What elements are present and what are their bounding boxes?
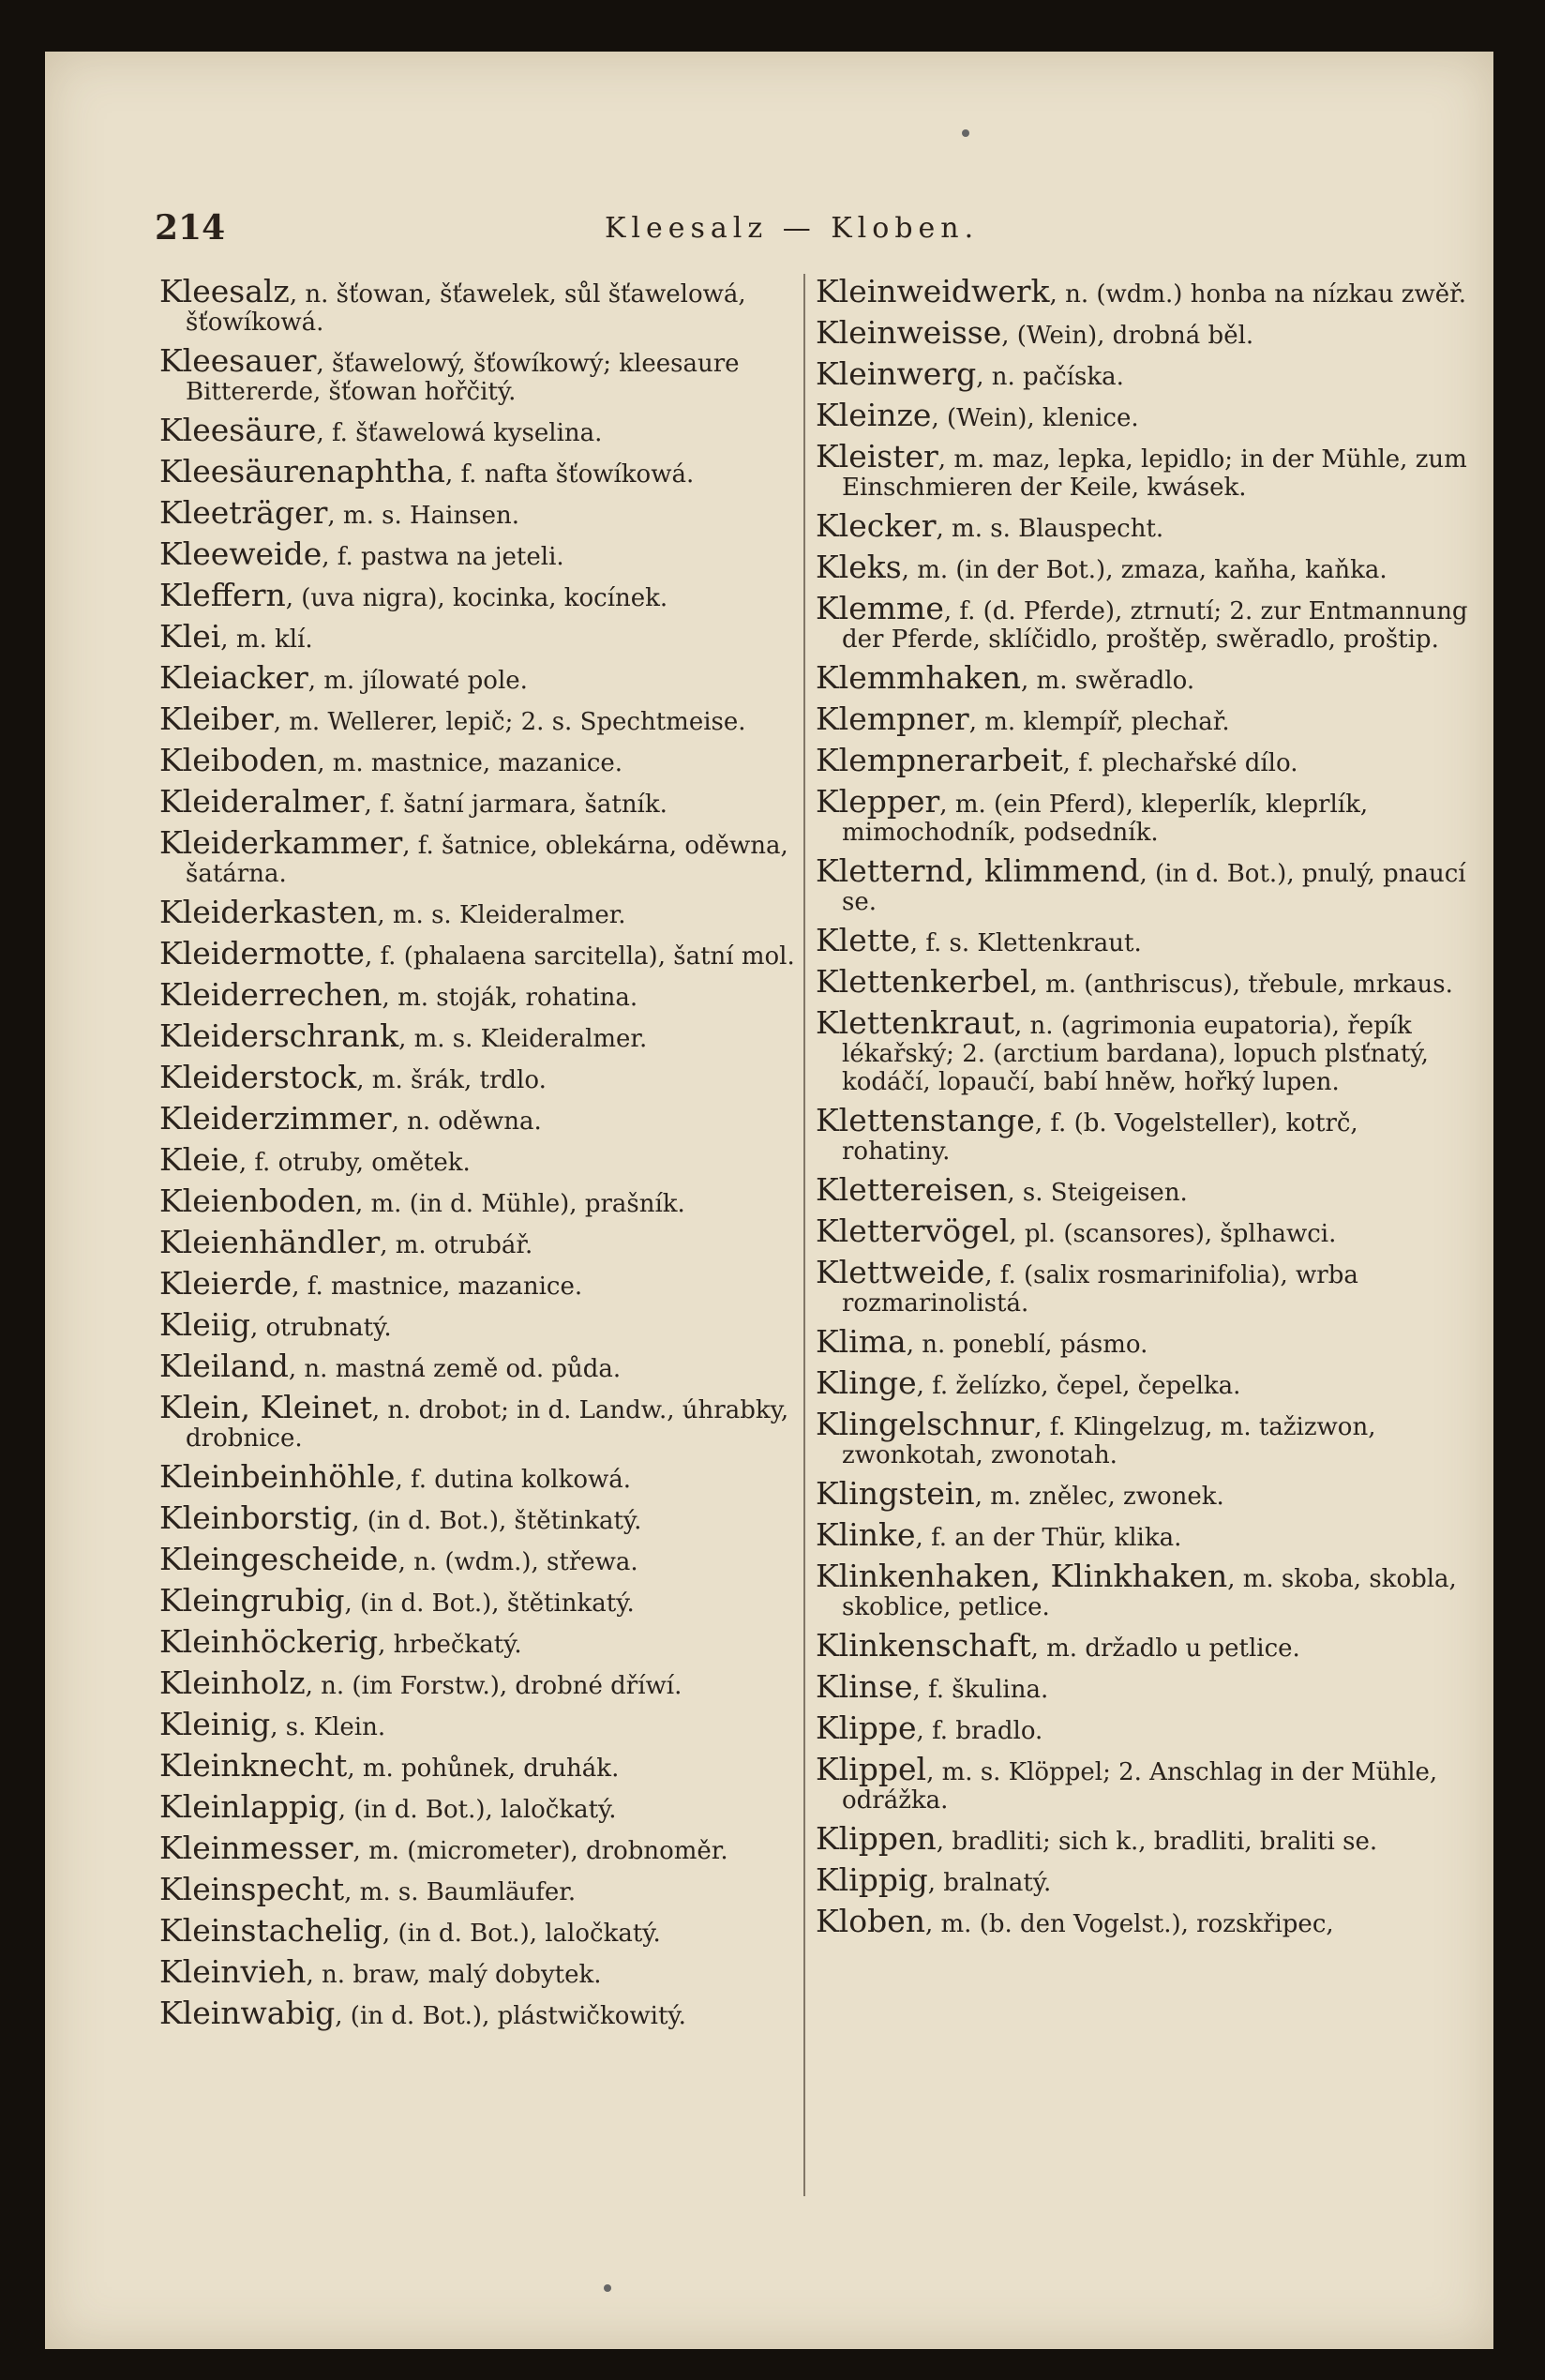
- dictionary-entry: [159, 1912, 797, 1949]
- entry-headword: Kleideralmer: [159, 783, 365, 820]
- dictionary-entry: [159, 1995, 797, 2031]
- entry-headword: Kleinspecht: [159, 1871, 345, 1907]
- dictionary-entry: [159, 1623, 797, 1660]
- dictionary-entry: [816, 438, 1472, 502]
- dictionary-entry: [816, 1364, 1472, 1401]
- entry-headword: Kleister: [816, 438, 938, 474]
- entry-definition: , f. šťawelowá kyselina.: [316, 419, 603, 447]
- dictionary-entry: [816, 700, 1472, 737]
- dictionary-entry: [159, 1141, 797, 1178]
- entry-definition: , n. poneblí, pásmo.: [906, 1331, 1148, 1359]
- entry-definition: , f. šatnice, oblekárna, oděwna, šatárna.: [186, 832, 788, 888]
- entry-headword: Kleesäurenaphtha: [159, 453, 445, 490]
- entry-definition: , n. (agrimonia eupatoria), řepík lékařský; 2. (arctium bardana), lopuch plsťnatý, kodáčí, lopaučí, babí hněw, hořký lupen.: [842, 1012, 1429, 1096]
- dictionary-entry: [816, 1004, 1472, 1096]
- entry-definition: , m. s. Kleideralmer.: [398, 1025, 648, 1053]
- entry-definition: , m. pohůnek, druhák.: [347, 1755, 620, 1783]
- dictionary-entry: [159, 1706, 797, 1742]
- entry-headword: Klippig: [816, 1861, 928, 1898]
- entry-headword: Kleesalz: [159, 273, 290, 309]
- entry-headword: Kleinhöckerig: [159, 1623, 379, 1660]
- dictionary-entry: [159, 342, 797, 406]
- entry-definition: , f. (salix rosmarinifolia), wrba rozmarinolistá.: [842, 1261, 1358, 1318]
- entry-headword: Klein, Kleinet: [159, 1389, 372, 1425]
- dictionary-entry: [159, 1306, 797, 1343]
- entry-definition: , f. (d. Pferde), ztrnutí; 2. zur Entmannung der Pferde, sklíčidlo, proštěp, swěradlo, proštip.: [842, 597, 1468, 654]
- dictionary-entry: [816, 1213, 1472, 1249]
- entry-definition: , bralnatý.: [927, 1869, 1052, 1897]
- dictionary-entry: [816, 397, 1472, 433]
- entry-definition: , m. stoják, rohatina.: [382, 984, 638, 1012]
- dictionary-entry: [159, 1458, 797, 1495]
- entry-definition: , f. (phalaena sarcitella), šatní mol.: [364, 942, 795, 971]
- dictionary-entry: [816, 1710, 1472, 1746]
- entry-definition: , m. otrubář.: [380, 1231, 533, 1259]
- entry-headword: Kleeträger: [159, 494, 328, 531]
- dictionary-entry: [816, 1558, 1472, 1621]
- entry-headword: Klettenkerbel: [816, 963, 1030, 1000]
- dictionary-entry: [816, 963, 1472, 1000]
- entry-definition: , m. s. Kleideralmer.: [377, 901, 626, 929]
- dictionary-entry: [816, 1254, 1472, 1318]
- entry-definition: , f. an der Thür, klika.: [915, 1524, 1182, 1552]
- dictionary-entry: [159, 494, 797, 531]
- dictionary-entry: [816, 1668, 1472, 1705]
- entry-headword: Kleeweide: [159, 535, 322, 572]
- entry-definition: , pl. (scansores), šplhawci.: [1009, 1220, 1337, 1248]
- dictionary-entry: [159, 412, 797, 448]
- entry-headword: Kleiderkammer: [159, 824, 403, 861]
- entry-headword: Kleesäure: [159, 412, 317, 448]
- entry-headword: Kleienhändler: [159, 1224, 381, 1260]
- entry-headword: Klinkenschaft: [816, 1627, 1031, 1664]
- entry-headword: Kleiboden: [159, 742, 318, 778]
- entry-definition: , m. (micrometer), drobnoměr.: [352, 1837, 728, 1865]
- entry-headword: Kleks: [816, 549, 902, 585]
- dictionary-entry: [159, 618, 797, 655]
- dictionary-entry: [816, 1820, 1472, 1857]
- entry-headword: Kleiderzimmer: [159, 1100, 392, 1137]
- entry-definition: , f. dutina kolkowá.: [395, 1466, 632, 1494]
- left-column: [159, 273, 797, 2041]
- entry-headword: Klei: [159, 618, 221, 655]
- entry-definition: , m. klempíř, plechař.: [968, 708, 1230, 736]
- entry-definition: , s. Klein.: [270, 1713, 386, 1741]
- entry-headword: Kleiderkasten: [159, 894, 378, 930]
- dictionary-entry: [159, 742, 797, 778]
- entry-headword: Kleinweisse: [816, 314, 1002, 351]
- entry-headword: Kloben: [816, 1903, 925, 1939]
- entry-definition: , n. braw, malý dobytek.: [306, 1961, 602, 1989]
- entry-definition: , f. škulina.: [912, 1676, 1049, 1704]
- entry-headword: Kleierde: [159, 1265, 292, 1302]
- entry-definition: , (in d. Bot.), štětinkatý.: [344, 1589, 635, 1618]
- entry-headword: Kleiland: [159, 1348, 289, 1384]
- entry-headword: Kleffern: [159, 577, 286, 613]
- dictionary-entry: [159, 1788, 797, 1825]
- entry-definition: , m. klí.: [220, 625, 313, 654]
- dictionary-entry: [816, 1323, 1472, 1360]
- entry-headword: Kleingrubig: [159, 1582, 345, 1619]
- entry-headword: Kleinwabig: [159, 1995, 336, 2031]
- entry-headword: Kleinlappig: [159, 1788, 338, 1825]
- entry-definition: , f. pastwa na jeteli.: [322, 543, 564, 571]
- entry-headword: Klinge: [816, 1364, 917, 1401]
- entry-headword: Kleingescheide: [159, 1541, 398, 1577]
- entry-definition: , m. mastnice, mazanice.: [317, 749, 623, 777]
- entry-definition: , m. s. Klöppel; 2. Anschlag in der Mühle, odrážka.: [842, 1758, 1438, 1815]
- dictionary-entry: [816, 1475, 1472, 1512]
- dictionary-entry: [159, 700, 797, 737]
- entry-headword: Kleinze: [816, 397, 932, 433]
- page-header: [155, 208, 1392, 255]
- dictionary-entry: [159, 1348, 797, 1384]
- entry-headword: Klepper: [816, 783, 940, 820]
- dictionary-entry: [159, 1953, 797, 1990]
- entry-headword: Klettereisen: [816, 1171, 1008, 1208]
- entry-definition: , m. šrák, trdlo.: [356, 1066, 547, 1094]
- dictionary-entry: [159, 1100, 797, 1137]
- entry-definition: , n. oděwna.: [391, 1107, 542, 1136]
- entry-definition: , n. mastná země od. půda.: [288, 1355, 622, 1383]
- dictionary-entry: [816, 507, 1472, 544]
- entry-definition: , f. želízko, čepel, čepelka.: [916, 1372, 1241, 1400]
- entry-definition: , (in d. Bot.), štětinkatý.: [352, 1507, 642, 1535]
- entry-headword: Klempner: [816, 700, 969, 737]
- entry-definition: , s. Steigeisen.: [1007, 1179, 1188, 1207]
- entry-definition: , m. maz, lepka, lepidlo; in der Mühle, zum Einschmieren der Keile, kwásek.: [842, 445, 1467, 502]
- dictionary-entry: [816, 742, 1472, 778]
- entry-headword: Kleinwerg: [816, 355, 977, 392]
- dictionary-entry: [159, 1871, 797, 1907]
- dictionary-entry: [816, 1751, 1472, 1815]
- dictionary-entry: [159, 1582, 797, 1619]
- entry-headword: Kleinmesser: [159, 1830, 353, 1866]
- entry-headword: Klima: [816, 1323, 907, 1360]
- entry-headword: Kleiacker: [159, 659, 308, 696]
- entry-headword: Kleinvieh: [159, 1953, 307, 1990]
- entry-definition: , f. bradlo.: [916, 1717, 1043, 1745]
- entry-headword: Kleienboden: [159, 1182, 355, 1219]
- entry-definition: , m. skoba, skobla, skoblice, petlice.: [842, 1565, 1457, 1621]
- entry-headword: Klingstein: [816, 1475, 975, 1512]
- dictionary-entry: [816, 1516, 1472, 1553]
- entry-definition: , m. (in der Bot.), zmaza, kaňha, kaňka.: [901, 556, 1388, 584]
- entry-headword: Klettenkraut: [816, 1004, 1015, 1041]
- entry-definition: , (in d. Bot.), pnulý, pnaucí se.: [842, 860, 1466, 916]
- entry-headword: Klinse: [816, 1668, 913, 1705]
- entry-headword: Kleiderstock: [159, 1059, 357, 1095]
- entry-definition: , f. s. Klettenkraut.: [909, 929, 1142, 957]
- dictionary-entry: [159, 1265, 797, 1302]
- dictionary-entry: [816, 659, 1472, 696]
- dictionary-entry: [159, 1664, 797, 1701]
- entry-definition: , m. znělec, zwonek.: [974, 1483, 1224, 1511]
- dictionary-entry: [816, 549, 1472, 585]
- entry-definition: , f. plechařské dílo.: [1062, 749, 1298, 777]
- dictionary-entry: [816, 1171, 1472, 1208]
- entry-definition: , (in d. Bot.), plástwičkowitý.: [335, 2002, 686, 2030]
- dictionary-entry: [159, 1541, 797, 1577]
- entry-definition: , (uva nigra), kocinka, kocínek.: [285, 584, 668, 612]
- entry-headword: Kleinbeinhöhle: [159, 1458, 396, 1495]
- entry-headword: Klinke: [816, 1516, 916, 1553]
- entry-headword: Klettervögel: [816, 1213, 1010, 1249]
- dictionary-entry: [159, 1059, 797, 1095]
- entry-definition: , m. (b. den Vogelst.), rozskřipec,: [924, 1910, 1334, 1938]
- entry-headword: Klettenstange: [816, 1102, 1035, 1138]
- dictionary-entry: [816, 590, 1472, 654]
- entry-headword: Kleie: [159, 1141, 239, 1178]
- running-head: Kleesalz — Kloben.: [605, 212, 980, 245]
- entry-definition: , (in d. Bot.), laločkatý.: [382, 1920, 661, 1948]
- entry-headword: Kleinholz: [159, 1664, 306, 1701]
- entry-definition: , f. otruby, omětek.: [238, 1149, 471, 1177]
- entry-definition: , n. šťowan, šťawelek, sůl šťawelowá, šťowíkowá.: [186, 280, 746, 337]
- ink-speck: [604, 2284, 611, 2292]
- dictionary-entry: [816, 355, 1472, 392]
- dictionary-entry: [159, 453, 797, 490]
- entry-headword: Klippen: [816, 1820, 937, 1857]
- entry-headword: Kleinborstig: [159, 1499, 352, 1536]
- entry-headword: Klette: [816, 922, 910, 958]
- entry-headword: Kleidermotte: [159, 935, 365, 972]
- entry-definition: , f. (b. Vogelsteller), kotrč, rohatiny.: [842, 1109, 1358, 1166]
- entry-definition: , n. (wdm.) honba na nízkau zwěř.: [1049, 280, 1466, 309]
- dictionary-entry: [159, 535, 797, 572]
- dictionary-entry: [159, 783, 797, 820]
- entry-definition: , šťawelowý, šťowíkowý; kleesaure Bittererde, šťowan hořčitý.: [186, 350, 740, 406]
- dictionary-entry: [159, 1499, 797, 1536]
- dictionary-entry: [159, 1224, 797, 1260]
- entry-definition: , m. swěradlo.: [1021, 667, 1195, 695]
- entry-headword: Kleiderrechen: [159, 976, 382, 1013]
- entry-headword: Klippel: [816, 1751, 927, 1787]
- entry-headword: Kletternd, klimmend: [816, 852, 1140, 889]
- dictionary-entry: [159, 894, 797, 930]
- entry-headword: Kleinig: [159, 1706, 271, 1742]
- entry-definition: , m. s. Hainsen.: [327, 502, 519, 530]
- entry-headword: Klemmhaken: [816, 659, 1022, 696]
- entry-definition: , hrbečkatý.: [378, 1631, 522, 1659]
- entry-definition: , f. mastnice, mazanice.: [292, 1273, 583, 1301]
- page-number: 214: [155, 208, 226, 248]
- entry-definition: , n. drobot; in d. Landw., úhrabky, drobnice.: [186, 1396, 789, 1453]
- entry-definition: , m. držadlo u petlice.: [1030, 1634, 1300, 1663]
- dictionary-entry: [816, 314, 1472, 351]
- dictionary-entry: [816, 1102, 1472, 1166]
- entry-definition: , f. Klingelzug, m. tažizwon, zwonkotah, zwonotah.: [842, 1413, 1376, 1469]
- dictionary-entry: [159, 1017, 797, 1054]
- ink-speck: [962, 129, 969, 137]
- dictionary-entry: [816, 1627, 1472, 1664]
- entry-definition: , otrubnatý.: [249, 1314, 392, 1342]
- entry-headword: Kleinstachelig: [159, 1912, 382, 1949]
- entry-definition: , bradliti; sich k., bradliti, braliti se.: [936, 1828, 1378, 1856]
- dictionary-entry: [816, 273, 1472, 309]
- entry-headword: Kleinweidwerk: [816, 273, 1050, 309]
- entry-definition: , (Wein), klenice.: [931, 404, 1139, 432]
- dictionary-entry: [816, 1406, 1472, 1469]
- entry-headword: Kleiber: [159, 700, 274, 737]
- column-divider: [803, 274, 805, 2196]
- dictionary-entry: [159, 935, 797, 972]
- dictionary-entry: [159, 1182, 797, 1219]
- dictionary-entry: [159, 577, 797, 613]
- dictionary-entry: [159, 1389, 797, 1453]
- entry-headword: Kleesauer: [159, 342, 317, 379]
- entry-definition: , f. šatní jarmara, šatník.: [364, 791, 668, 819]
- entry-headword: Klemme: [816, 590, 944, 626]
- dictionary-entry: [816, 922, 1472, 958]
- entry-definition: , m. (anthriscus), třebule, mrkaus.: [1029, 971, 1453, 999]
- entry-definition: , m. s. Blauspecht.: [936, 515, 1164, 543]
- entry-headword: Klecker: [816, 507, 937, 544]
- entry-headword: Klippe: [816, 1710, 917, 1746]
- right-column: [816, 273, 1472, 1949]
- dictionary-entry: [159, 1830, 797, 1866]
- dictionary-entry: [159, 273, 797, 337]
- entry-headword: Klettweide: [816, 1254, 985, 1290]
- entry-definition: , (Wein), drobná běl.: [1001, 322, 1254, 350]
- entry-headword: Kleiig: [159, 1306, 250, 1343]
- entry-definition: , n. (wdm.), střewa.: [398, 1548, 638, 1576]
- dictionary-entry: [159, 824, 797, 888]
- entry-headword: Kleiderschrank: [159, 1017, 399, 1054]
- dictionary-entry: [816, 1903, 1472, 1939]
- entry-headword: Klempnerarbeit: [816, 742, 1063, 778]
- entry-definition: , m. s. Baumläufer.: [344, 1878, 577, 1906]
- dictionary-entry: [816, 852, 1472, 916]
- dictionary-entry: [159, 659, 797, 696]
- entry-definition: , m. (ein Pferd), kleperlík, kleprlík, mimochodník, podsedník.: [842, 791, 1369, 847]
- dictionary-entry: [159, 1747, 797, 1784]
- entry-definition: , n. (im Forstw.), drobné dříwí.: [305, 1672, 682, 1700]
- entry-definition: , m. jílowaté pole.: [308, 667, 528, 695]
- entry-definition: , m. (in d. Mühle), prašník.: [354, 1190, 685, 1218]
- entry-definition: , m. Wellerer, lepič; 2. s. Spechtmeise.: [273, 708, 746, 736]
- entry-definition: , f. nafta šťowíkowá.: [444, 460, 695, 489]
- dictionary-entry: [159, 976, 797, 1013]
- entry-definition: , n. pačíska.: [976, 363, 1124, 391]
- entry-headword: Kleinknecht: [159, 1747, 348, 1784]
- entry-headword: Klinkenhaken, Klinkhaken: [816, 1558, 1228, 1594]
- dictionary-entry: [816, 783, 1472, 847]
- entry-headword: Klingelschnur: [816, 1406, 1035, 1442]
- entry-definition: , (in d. Bot.), laločkatý.: [338, 1796, 617, 1824]
- dictionary-entry: [816, 1861, 1472, 1898]
